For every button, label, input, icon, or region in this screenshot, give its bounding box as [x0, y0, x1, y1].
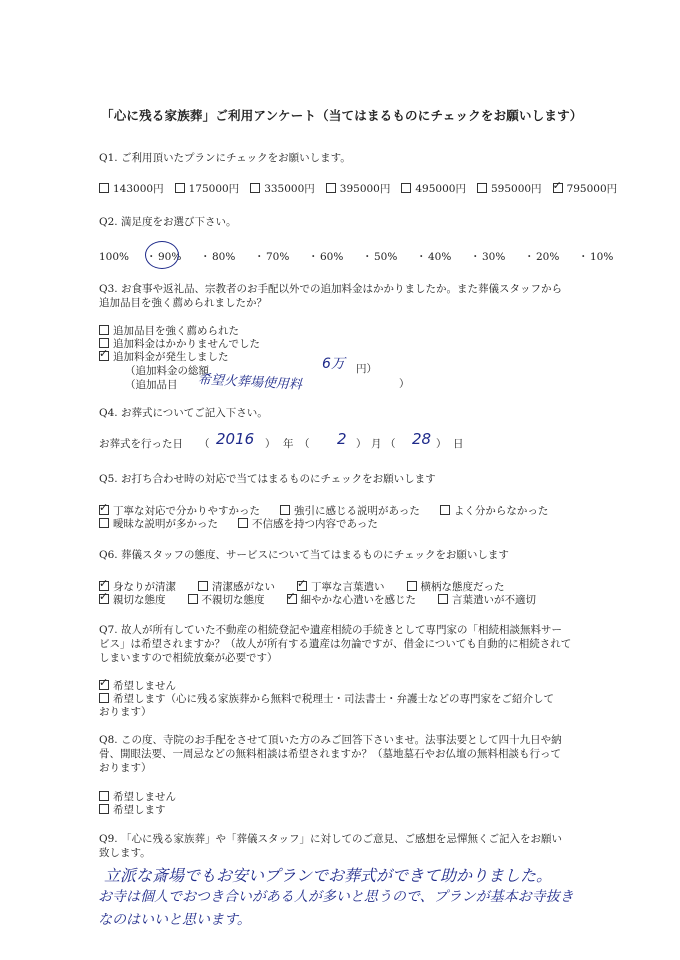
q5-option-label: 不信感を持つ内容であった	[252, 518, 378, 530]
q2-level[interactable]: 40%	[428, 250, 452, 263]
q8-no-label: 希望しません	[113, 791, 176, 803]
q2-dot-separator: ・	[578, 251, 589, 263]
q2-level[interactable]: 10%	[590, 250, 614, 263]
q3-option-option	[99, 338, 260, 351]
q7-yes-label: 希望します（心に残る家族葬から無料で税理士・司法書士・弁護士などの専門家をご紹介して	[113, 693, 554, 705]
q6-row2	[99, 592, 558, 607]
q3-total-value: 6万	[322, 356, 345, 372]
q6-option-checkbox[interactable]	[287, 594, 297, 604]
q5-question: Q5. お打ち合わせ時の対応で当てはまるものにチェックをお願いします	[99, 473, 436, 485]
q6-question: Q6. 葬儀スタッフの態度、サービスについて当てはまるものにチェックをお願いします	[99, 549, 509, 561]
q8-no-checkbox[interactable]	[99, 791, 109, 801]
q6-option-option	[438, 592, 536, 607]
q1-plan-option	[401, 181, 466, 196]
q4-month-value: 2	[337, 430, 347, 448]
q2-dot-separator: ・	[146, 251, 157, 263]
q3-total-unit: 円）	[356, 363, 377, 375]
q4-year-value: 2016	[216, 430, 255, 448]
q1-plan-label: 495000円	[415, 183, 466, 195]
q5-option-label: 丁寧な対応で分かりやすかった	[113, 505, 260, 517]
q8-yes-checkbox[interactable]	[99, 804, 109, 814]
q3-option-label: 追加品目を強く薦められた	[113, 325, 239, 337]
q2-level[interactable]: 50%	[374, 250, 398, 263]
q2-dot-separator: ・	[362, 251, 373, 263]
q7-yes-label-cont: おります）	[99, 706, 152, 718]
q3-option-label: 追加料金が発生しました	[113, 351, 229, 363]
q5-option-option	[238, 516, 378, 531]
q1-plan-checkbox[interactable]	[250, 183, 260, 193]
q2-dot-separator: ・	[200, 251, 211, 263]
q9-answer-line2: お寺は個人でおつき合いがある人が多いと思うので、プランが基本お寺抜き	[98, 889, 574, 905]
q5-option-checkbox[interactable]	[99, 505, 109, 515]
q3-question-line1: Q3. お食事や返礼品、宗教者のお手配以外での追加料金はかかりましたか。また葬儀スタッフから	[99, 283, 562, 295]
q1-plan-checkbox[interactable]	[477, 183, 487, 193]
q4-month-open: （	[299, 438, 310, 450]
q2-level[interactable]: 60%	[320, 250, 344, 263]
page-title: 「心に残る家族葬」ご利用アンケート（当てはまるものにチェックをお願いします）	[101, 108, 583, 123]
q6-option-label: 言葉遣いが不適切	[452, 594, 536, 606]
q2-dot-separator: ・	[308, 251, 319, 263]
q1-plan-label: 143000円	[113, 183, 164, 195]
q2-level[interactable]: 90%	[158, 250, 182, 263]
q1-plan-checkbox[interactable]	[553, 183, 563, 193]
q2-dot-separator: ・	[416, 251, 427, 263]
q1-plan-label: 595000円	[490, 183, 542, 195]
q1-plan-option	[326, 181, 391, 196]
q4-day-value: 28	[412, 430, 432, 448]
q2-selected-circle	[145, 241, 179, 269]
q7-no-label: 希望しません	[113, 680, 176, 692]
q7-question-line2: ビス」は希望されますか？（故人が所有する遺産は勿論ですが、借金についても自動的に相続されて	[99, 638, 572, 650]
q1-plan-option	[553, 181, 618, 196]
q4-month-unit: 月	[371, 438, 382, 450]
q6-option-option	[99, 592, 166, 607]
q3-option-line	[99, 325, 260, 338]
q1-plan-label: 395000円	[339, 183, 391, 195]
q9-answer-line1: 立派な斎場でもお安いプランでお葬式ができて助かりました。	[104, 866, 553, 885]
q3-items-value: 希望火葬場使用料	[197, 372, 303, 393]
q4-date-label: お葬式を行った日	[99, 438, 183, 450]
q5-option-checkbox[interactable]	[238, 518, 248, 528]
q6-option-label: 細やかな心遣いを感じた	[300, 594, 416, 606]
q8-option-yes	[99, 802, 166, 817]
q4-day-open: （	[385, 438, 396, 450]
q1-plan-checkbox[interactable]	[99, 183, 109, 193]
q5-option-checkbox[interactable]	[440, 505, 450, 515]
q4-question: Q4. お葬式についてご記入下さい。	[99, 407, 268, 419]
q2-satisfaction-scale	[99, 249, 632, 264]
q8-question-line3: おります）	[99, 762, 152, 774]
q3-option-label: 追加料金はかかりませんでした	[113, 338, 260, 350]
q6-option-checkbox[interactable]	[198, 581, 208, 591]
q2-level[interactable]: 70%	[266, 250, 290, 263]
q5-row2	[99, 516, 398, 531]
q8-yes-label: 希望します	[113, 804, 166, 816]
q2-level[interactable]: 100%	[99, 250, 130, 263]
q2-level[interactable]: 30%	[482, 250, 506, 263]
q5-option-label: 強引に感じる説明があった	[294, 505, 420, 517]
q8-question-line2: 骨、開眼法要、一周忌などの無料相談は希望されますか？（墓地墓石やお仏壇の無料相談も行って	[99, 748, 561, 760]
q1-plan-checkbox[interactable]	[401, 183, 411, 193]
q2-level[interactable]: 80%	[212, 250, 236, 263]
q6-option-checkbox[interactable]	[297, 581, 307, 591]
q6-option-checkbox[interactable]	[99, 594, 109, 604]
q3-total-label: （追加料金の総額	[125, 365, 209, 377]
q6-option-label: 不親切な態度	[201, 594, 265, 606]
q4-month-close: ）	[356, 438, 367, 450]
q1-plan-option	[99, 181, 164, 196]
q6-option-checkbox[interactable]	[188, 594, 198, 604]
q3-option-checkbox[interactable]	[99, 325, 109, 335]
q5-option-checkbox[interactable]	[280, 505, 290, 515]
q1-options	[99, 181, 628, 196]
q3-option-option	[99, 325, 239, 338]
q2-dot-separator: ・	[470, 251, 481, 263]
q3-options	[99, 325, 260, 364]
q3-items-label: （追加品目	[125, 379, 178, 391]
q5-option-option	[440, 503, 549, 518]
q2-dot-separator: ・	[254, 251, 265, 263]
q3-question-line2: 追加品目を強く薦められましたか？	[99, 297, 267, 309]
q6-option-label: 親切な態度	[113, 594, 166, 606]
q1-plan-label: 175000円	[188, 183, 240, 195]
q2-level[interactable]: 20%	[536, 250, 560, 263]
q3-items-close: ）	[399, 378, 410, 390]
q9-answer-line3: なのはいいと思います。	[98, 912, 251, 928]
q4-year-open: （	[199, 438, 210, 450]
q6-option-checkbox[interactable]	[407, 581, 417, 591]
q5-option-option	[99, 516, 218, 531]
q7-question-line1: Q7. 故人が所有していた不動産の相続登記や遺産相続の手続きとして専門家の「相続相談無料サー	[99, 624, 562, 636]
q1-plan-label: 795000円	[566, 183, 618, 195]
q6-option-label: 清潔感がない	[212, 581, 275, 593]
q3-option-checkbox[interactable]	[99, 351, 109, 361]
q6-option-checkbox[interactable]	[438, 594, 448, 604]
q5-option-label: 曖昧な説明が多かった	[113, 518, 218, 530]
q6-option-label: 横柄な態度だった	[420, 581, 505, 593]
q4-year-close: ）	[265, 438, 276, 450]
q4-day-unit: 日	[453, 438, 464, 450]
q5-option-label: よく分からなかった	[453, 505, 549, 517]
q9-question-line1: Q9. 「心に残る家族葬」や「葬儀スタッフ」に対してのご意見、ご感想を忌憚無くご記入をお願い	[99, 833, 562, 845]
q1-plan-checkbox[interactable]	[175, 183, 185, 193]
q1-plan-option	[250, 181, 315, 196]
q7-yes-checkbox[interactable]	[99, 693, 109, 703]
q3-option-line	[99, 338, 260, 351]
q9-question-line2: 致します。	[99, 847, 151, 859]
q1-plan-option	[477, 181, 542, 196]
q7-no-checkbox[interactable]	[99, 680, 109, 690]
q4-year-unit: 年	[283, 438, 294, 450]
q6-option-option	[287, 592, 417, 607]
q7-option-yes	[99, 691, 554, 706]
q6-option-label: 身なりが清潔	[113, 581, 176, 593]
q7-question-line3: しまいますので相続放棄が必要です）	[99, 652, 278, 664]
q4-day-close: ）	[436, 438, 447, 450]
q2-question: Q2. 満足度をお選び下さい。	[99, 216, 237, 228]
q5-option-checkbox[interactable]	[99, 518, 109, 528]
q1-plan-label: 335000円	[264, 183, 315, 195]
q6-option-label: 丁寧な言葉遣い	[311, 581, 385, 593]
q8-question-line1: Q8. この度、寺院のお手配をさせて頂いた方のみご回答下さいませ。法事法要として四十九日や納	[99, 734, 562, 746]
q6-option-option	[188, 592, 265, 607]
q2-dot-separator: ・	[524, 251, 535, 263]
q1-plan-option	[175, 181, 240, 196]
q1-plan-checkbox[interactable]	[326, 183, 336, 193]
q1-question: Q1. ご利用頂いたプランにチェックをお願いします。	[99, 152, 351, 164]
